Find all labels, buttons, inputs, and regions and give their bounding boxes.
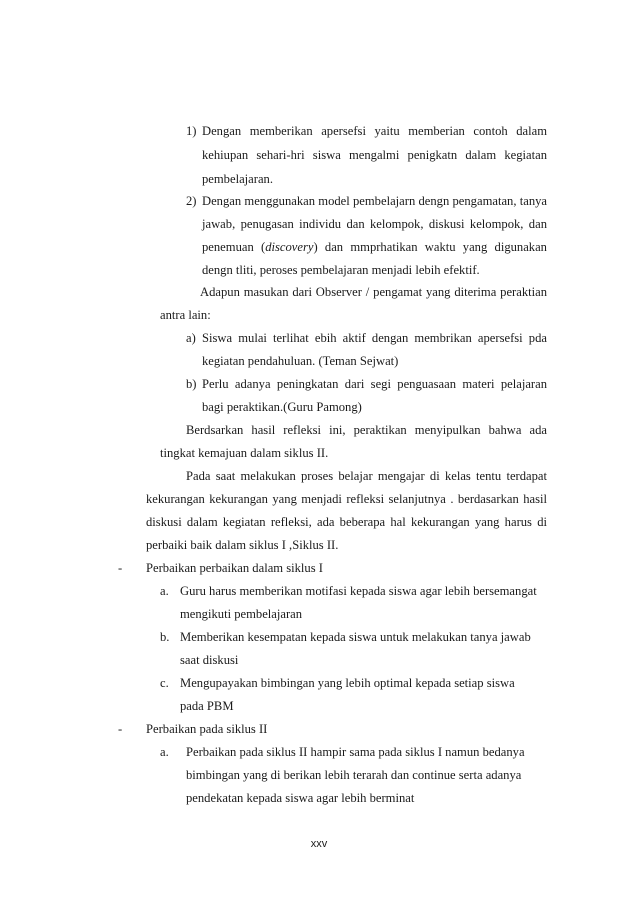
section-2-title: Perbaikan pada siklus II: [146, 722, 268, 736]
list-marker-1: 1): [186, 124, 197, 138]
list-item-1-line-2: kehiupan sehari-hri siswa mengalmi penigkatn dalam kegiatan: [202, 148, 547, 162]
list-item-a-line-2: kegiatan pendahuluan. (Teman Sejwat): [202, 354, 399, 368]
section-1-title: Perbaikan perbaikan dalam siklus I: [146, 561, 323, 575]
list-item-b-line-1: Perlu adanya peningkatan dari segi penguasaan materi pelajaran: [202, 377, 547, 391]
paragraph-line-3: diskusi dalam kegiatan refleksi, ada beberapa hal kekurangan yang harus di: [146, 515, 547, 529]
page-number: xxv: [310, 838, 328, 850]
discovery-term: discovery: [265, 240, 314, 254]
reflection-line-2: tingkat kemajuan dalam siklus II.: [160, 446, 329, 460]
section-2-marker-a: a.: [160, 745, 169, 759]
list-item-1-line-1: Dengan memberikan apersefsi yaitu memberian contoh dalam: [202, 124, 547, 138]
line3-pre: penemuan (: [202, 240, 266, 254]
list-item-2-line-4: dengn tliti, peroses pembelajaran menjadi lebih efektif.: [202, 263, 480, 277]
list-item-a-line-1: Siswa mulai terlihat ebih aktif dengan membrikan apersefsi pda: [202, 331, 547, 345]
line3-post: ) dan mmprhatikan waktu yang digunakan: [313, 240, 547, 254]
observer-line-1: Adapun masukan dari Observer / pengamat yang diterima peraktian: [200, 285, 547, 299]
section-1-marker-b: b.: [160, 630, 170, 644]
list-item-1-line-3: pembelajaran.: [202, 172, 273, 186]
section-2-item-a-line-3: pendekatan kepada siswa agar lebih berminat: [186, 791, 415, 805]
section-2-bullet: -: [118, 722, 123, 736]
list-marker-b: b): [186, 377, 197, 391]
section-1-marker-c: c.: [160, 676, 169, 690]
section-1-item-c-line-1: Mengupayakan bimbingan yang lebih optimal kepada setiap siswa: [180, 676, 515, 690]
section-1-marker-a: a.: [160, 584, 169, 598]
section-2-item-a-line-1: Perbaikan pada siklus II hampir sama pada siklus I namun bedanya: [186, 745, 525, 759]
list-item-2-line-1: Dengan menggunakan model pembelajarn dengn pengamatan, tanya: [202, 194, 547, 208]
observer-line-2: antra lain:: [160, 308, 211, 322]
section-2-item-a-line-2: bimbingan yang di berikan lebih terarah dan continue serta adanya: [186, 768, 522, 782]
section-1-item-c-line-2: pada PBM: [180, 699, 234, 713]
list-marker-a: a): [186, 331, 196, 345]
list-item-b-line-2: bagi peraktikan.(Guru Pamong): [202, 400, 362, 414]
section-1-item-a-line-2: mengikuti pembelajaran: [180, 607, 303, 621]
list-item-2-line-2: jawab, penugasan individu dan kelompok, diskusi kelompok, dan: [202, 217, 547, 231]
paragraph-line-4: perbaiki baik dalam siklus I ,Siklus II.: [146, 538, 339, 552]
list-item-2-line-3: [202, 239, 547, 255]
paragraph-line-1: Pada saat melakukan proses belajar mengajar di kelas tentu terdapat: [186, 469, 547, 483]
list-marker-2: 2): [186, 194, 197, 208]
section-1-item-a-line-1: Guru harus memberikan motifasi kepada siswa agar lebih bersemangat: [180, 584, 537, 598]
section-1-item-b-line-1: Memberikan kesempatan kepada siswa untuk melakukan tanya jawab: [180, 630, 531, 644]
section-1-item-b-line-2: saat diskusi: [180, 653, 239, 667]
section-1-bullet: -: [118, 561, 123, 575]
paragraph-line-2: kekurangan kekurangan yang menjadi refleksi selanjutnya . berdasarkan hasil: [146, 492, 547, 506]
reflection-line-1: Berdsarkan hasil refleksi ini, peraktikan menyipulkan bahwa ada: [186, 423, 547, 437]
